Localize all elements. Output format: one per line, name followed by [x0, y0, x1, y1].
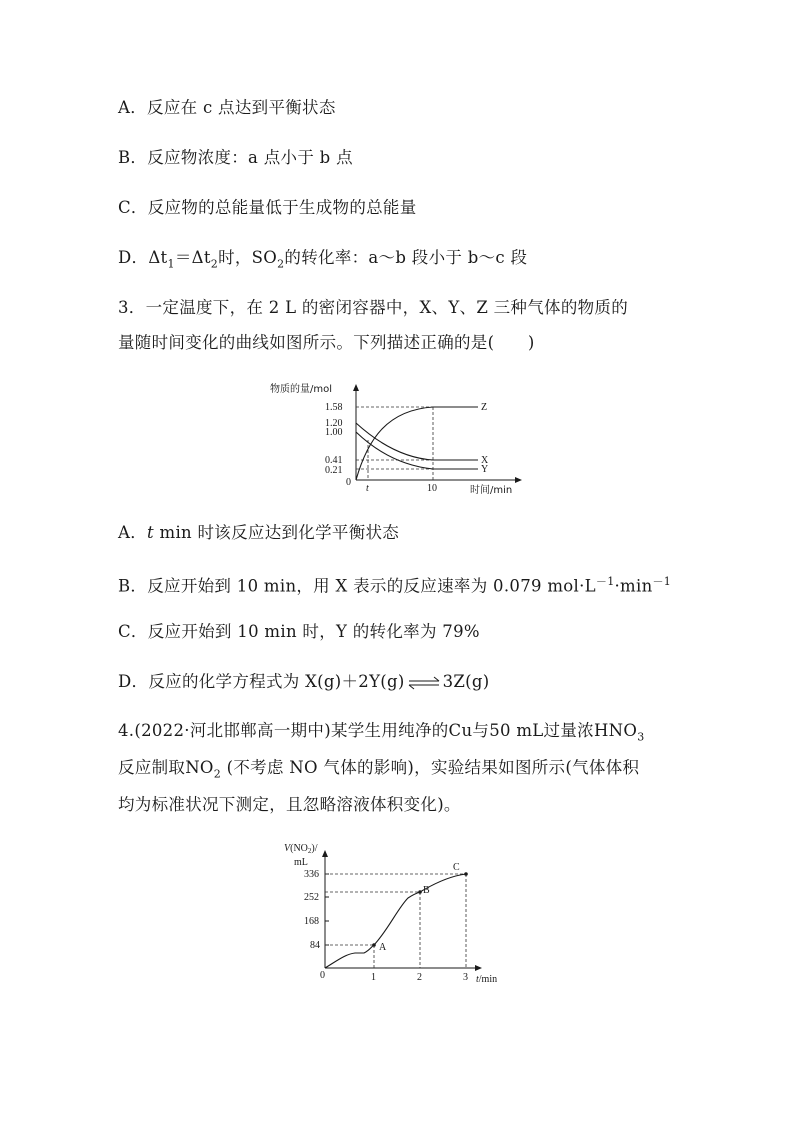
option-label: A．	[118, 98, 148, 117]
x-axis-label: 时间/min	[470, 485, 513, 496]
stem-text: 4.(2022·河北邯郸高一期中)某学生用纯净的Cu与50 mL过量浓HNO	[118, 721, 638, 740]
superscript: －1	[652, 575, 672, 588]
y-tick-label: 1.00	[325, 427, 343, 438]
y-tick-label: 168	[304, 916, 319, 927]
y-label-a: (NO	[290, 843, 308, 854]
volume-curve	[325, 874, 466, 968]
q3-chart	[268, 378, 538, 500]
option-text: 3Z(g)	[442, 672, 490, 691]
superscript: －1	[595, 575, 615, 588]
option-text: 反应的化学方程式为 X(g)＋2Y(g)	[148, 672, 405, 691]
option-label: D．	[118, 672, 149, 691]
option-text: 反应在 c 点达到平衡状态	[147, 98, 336, 117]
x-tick-label: 2	[417, 972, 422, 983]
q3-chart-svg	[268, 378, 538, 500]
stem-text: 反应制取NO	[118, 758, 214, 777]
subscript: 2	[277, 257, 285, 271]
y-tick-label: 336	[304, 869, 319, 880]
x-axis-arrow	[475, 965, 482, 971]
origin-label: 0	[346, 477, 351, 488]
point-a-label: A	[379, 942, 387, 953]
option-label: C．	[118, 622, 148, 641]
x-axis-label	[476, 974, 497, 985]
x-tick-label: 3	[463, 972, 468, 983]
option-label: C．	[118, 198, 148, 217]
equilibrium-arrow-icon	[407, 676, 441, 690]
option-text: 反应物浓度：a 点小于 b 点	[147, 148, 353, 167]
q3-option-a	[118, 522, 399, 544]
subscript: 3	[637, 730, 645, 744]
y-label-v: V	[284, 843, 291, 854]
y-axis-label	[284, 843, 318, 855]
option-text: 反应开始到 10 min 时，Y 的转化率为 79%	[147, 622, 480, 641]
q3-option-c	[118, 621, 480, 643]
x-label-t: t	[476, 974, 479, 985]
point-b-label: B	[423, 885, 430, 896]
option-text: min 时该反应达到化学平衡状态	[153, 523, 400, 542]
option-label: A．	[118, 523, 148, 542]
point-a-marker	[372, 943, 376, 947]
x-tick-label: 1	[371, 972, 376, 983]
option-text: 时，SO	[218, 248, 278, 267]
subscript: 2	[210, 257, 219, 271]
q4-stem-line3: 均为标准状况下测定，且忽略溶液体积变化)。	[118, 795, 461, 814]
option-text: 反应物的总能量低于生成物的总能量	[147, 198, 417, 217]
option-text: ·min	[614, 576, 653, 596]
subscript: 2	[213, 767, 222, 781]
q3-option-b	[118, 571, 671, 598]
option-text: ＝Δt	[174, 248, 211, 267]
option-italic: t	[147, 523, 154, 542]
x-tick-label: t	[366, 483, 369, 494]
point-c-label: C	[453, 862, 460, 873]
option-label: B．	[118, 576, 148, 596]
q2-option-a	[118, 97, 336, 119]
y-axis-arrow	[353, 384, 359, 391]
q3-stem-line2: 量随时间变化的曲线如图所示。下列描述正确的是( )	[118, 333, 535, 352]
option-text: 反应开始到 10 min，用 X 表示的反应速率为 0.079 mol·L	[147, 576, 596, 596]
origin-label: 0	[320, 970, 325, 981]
x-label-unit: /min	[478, 974, 498, 985]
y-tick-label: 84	[310, 940, 320, 951]
y-tick-label: 0.21	[325, 465, 343, 476]
q4-chart-svg	[280, 838, 520, 990]
q2-option-d	[118, 247, 527, 275]
y-tick-label: 0.41	[325, 455, 343, 466]
q3-option-d	[118, 671, 490, 693]
y-tick-label: 252	[304, 892, 319, 903]
y-tick-label: 1.20	[325, 418, 343, 429]
subscript: 1	[167, 257, 175, 271]
q3-stem-line1: 3．一定温度下，在 2 L 的密闭容器中，X、Y、Z 三种气体的物质的	[118, 298, 629, 317]
curve-label-y: Y	[481, 464, 489, 475]
y-axis-arrow	[322, 850, 328, 857]
stem-text: (不考虑 NO 气体的影响)，实验结果如图所示(气体体积	[221, 758, 640, 777]
y-label-b: )/	[311, 843, 318, 854]
x-tick-label: 10	[427, 483, 437, 494]
option-text: Δt	[148, 248, 168, 267]
q2-option-b	[118, 147, 353, 169]
option-label: B．	[118, 148, 148, 167]
curve-label-x: X	[481, 455, 489, 466]
y-axis-unit: mL	[294, 857, 308, 868]
curve-label-z: Z	[481, 402, 488, 413]
point-c-marker	[464, 872, 468, 876]
curve-x	[356, 423, 478, 460]
q4-stem-line2	[118, 757, 639, 785]
y-label-sub: 2	[307, 847, 312, 855]
y-axis-label: 物质的量/mol	[270, 384, 333, 395]
x-axis-arrow	[515, 477, 522, 483]
q4-stem-line1	[118, 720, 645, 748]
option-text: 的转化率：a～b 段小于 b～c 段	[284, 248, 528, 267]
point-b-marker	[418, 890, 422, 894]
y-tick-label: 1.58	[325, 402, 343, 413]
option-label: D．	[118, 248, 149, 267]
q4-chart	[280, 838, 520, 990]
q2-option-c	[118, 197, 417, 219]
